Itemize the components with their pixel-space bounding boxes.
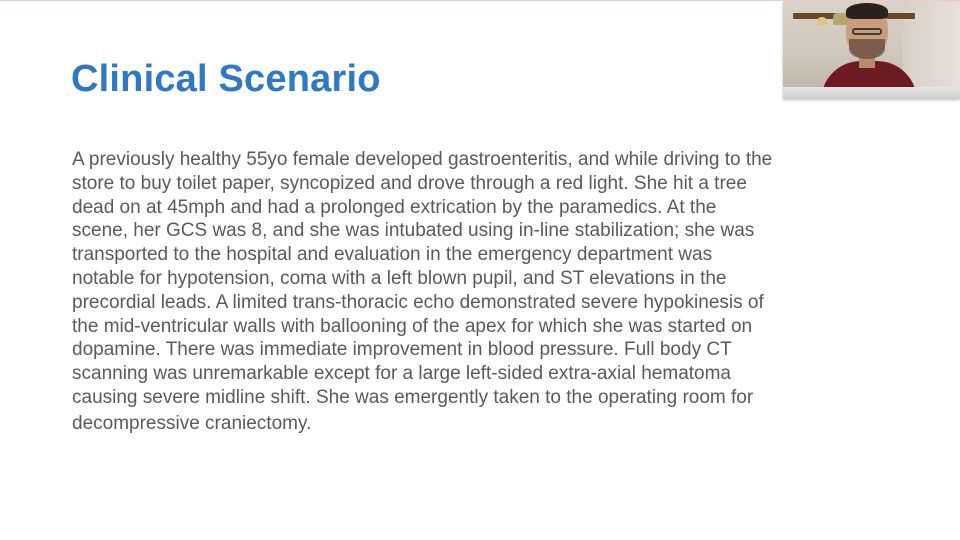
body-line: dead on at 45mph and had a prolonged extrication by the paramedics. At the [72,196,717,218]
body-line: decompressive craniectomy. [72,412,312,434]
body-line: scanning was unremarkable except for a large left-sided extra-axial hematoma [72,363,731,385]
webcam-video-thumbnail[interactable] [783,1,960,99]
slide-title: Clinical Scenario [71,58,381,100]
body-line: store to buy toilet paper, syncopized and drove through a red light. She hit a tree [72,172,747,194]
body-line: the mid-ventricular walls with ballooning of the apex for which she was started on [72,315,753,337]
webcam-presenter-beard [849,39,885,59]
body-line: A previously healthy 55yo female developed gastroenteritis, and while driving to the [72,149,773,170]
webcam-presenter-glasses [852,28,882,35]
webcam-shelf-object [817,17,827,25]
webcam-presenter-hair [846,3,888,19]
body-line: transported to the hospital and evaluation in the emergency department was [72,244,713,266]
body-line: causing severe midline shift. She was emergently taken to the operating room for [72,386,754,408]
body-line: scene, her GCS was 8, and she was intubated using in-line stabilization; she was [72,220,755,242]
body-line: precordial leads. A limited trans-thoracic echo demonstrated severe hypokinesis of [72,291,764,313]
slide-body [72,148,902,436]
body-line: notable for hypotension, coma with a left blown pupil, and ST elevations in the [72,267,727,289]
body-line: dopamine. There was immediate improvement in blood pressure. Full body CT [72,339,732,361]
webcam-frame-edge [783,87,960,99]
